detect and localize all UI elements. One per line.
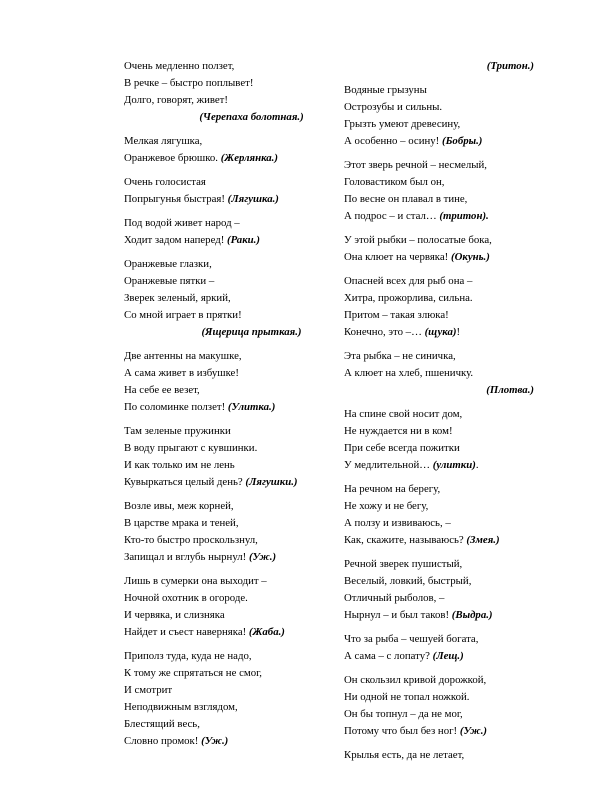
riddle-block	[344, 406, 544, 474]
riddle-line: Оранжевые глазки,	[124, 258, 212, 270]
riddle-block	[344, 348, 544, 399]
riddle-line: Не хожу и не бегу,	[344, 500, 429, 512]
riddle-answer: (Раки.)	[227, 234, 260, 246]
riddle-line: Там зеленые пружинки	[124, 425, 231, 437]
riddle-line-with-answer	[344, 723, 544, 740]
riddle-line-with-answer	[124, 733, 339, 750]
riddle-block	[124, 256, 339, 341]
riddle-answer: (Лягушки.)	[245, 476, 298, 488]
riddle-line-text: А особенно – осину!	[344, 135, 442, 147]
riddle-line-text: Как, скажите, называюсь?	[344, 534, 467, 546]
riddles-column-right	[344, 58, 544, 771]
riddle-line: Веселый, ловкий, быстрый,	[344, 575, 472, 587]
riddle-line: А клюет на хлеб, пшеничку.	[344, 367, 474, 379]
riddle-answer: (Жерлянка.)	[220, 152, 278, 164]
riddle-block	[344, 481, 544, 549]
riddle-answer: (Ящерица прыткая.)	[201, 326, 302, 338]
riddle-line-with-answer	[344, 324, 544, 341]
riddle-line-with-answer	[124, 232, 339, 249]
riddle-answer: (Жаба.)	[248, 626, 285, 638]
riddle-line: Что за рыба – чешуей богата,	[344, 633, 479, 645]
riddle-answer: (Тритон.)	[486, 60, 534, 72]
riddle-block	[344, 82, 544, 150]
riddle-block	[124, 498, 339, 566]
riddle-line: У этой рыбки – полосатые бока,	[344, 234, 492, 246]
riddle-line-text: Кувыркаться целый день?	[124, 476, 246, 488]
riddle-line: Притом – такая злюка!	[344, 309, 449, 321]
riddle-line: Отличный рыболов, –	[344, 592, 445, 604]
riddle-line: Водяные грызуны	[344, 84, 427, 96]
riddle-block	[344, 631, 544, 665]
riddle-answer-tail: .	[475, 459, 479, 471]
riddle-line: Очень медленно ползет,	[124, 60, 235, 72]
riddle-line: В царстве мрака и теней,	[124, 517, 239, 529]
riddle-answer: (Лещ.)	[432, 650, 464, 662]
riddle-answer: (Выдра.)	[451, 609, 493, 621]
riddle-line: На речном на берегу,	[344, 483, 441, 495]
riddle-line: Он скользил кривой дорожкой,	[344, 674, 487, 686]
riddles-column-left	[124, 58, 339, 757]
riddle-block	[124, 215, 339, 249]
riddle-answer: (Змея.)	[466, 534, 500, 546]
riddle-line-text: По соломинке ползет!	[124, 401, 228, 413]
riddle-line: В воду прыгают с кувшинки.	[124, 442, 258, 454]
riddle-line: А сама живет в избушке!	[124, 367, 239, 379]
riddle-line: Под водой живет народ –	[124, 217, 240, 229]
riddle-line: Приполз туда, куда не надо,	[124, 650, 252, 662]
riddle-line-text: Ходит задом наперед!	[124, 234, 228, 246]
riddle-line: Хитра, прожорлива, сильна.	[344, 292, 473, 304]
riddle-line: Со мной играет в прятки!	[124, 309, 242, 321]
riddle-line-text: Попрыгунья быстрая!	[124, 193, 228, 205]
riddle-line: Крылья есть, да не летает,	[344, 749, 465, 761]
riddle-line-with-answer	[344, 648, 544, 665]
riddle-line: Возле ивы, меж корней,	[124, 500, 234, 512]
riddle-block	[124, 133, 339, 167]
riddle-line: Очень голосистая	[124, 176, 206, 188]
riddle-block	[124, 58, 339, 126]
riddle-line-with-answer	[344, 457, 544, 474]
riddle-line-text: Она клюет на червяка!	[344, 251, 451, 263]
riddle-answer: (тритон).	[439, 210, 489, 222]
riddle-line: Зверек зеленый, яркий,	[124, 292, 231, 304]
riddle-line-with-answer	[124, 624, 339, 641]
riddle-line-with-answer	[124, 474, 339, 491]
riddle-line: Грызть умеют древесину,	[344, 118, 461, 130]
riddle-line-text: А подрос – и стал…	[344, 210, 440, 222]
riddle-line-with-answer	[344, 208, 544, 225]
riddle-line-text: Оранжевое брюшко.	[124, 152, 221, 164]
riddle-line: Кто-то быстро проскользнул,	[124, 534, 258, 546]
riddle-line-text: Найдет и съест наверняка!	[124, 626, 249, 638]
riddle-line-with-answer	[124, 549, 339, 566]
riddle-line-text: А сама – с лопату?	[344, 650, 433, 662]
riddle-line-with-answer	[124, 399, 339, 416]
riddle-answer: (Окунь.)	[450, 251, 490, 263]
riddle-line: Острозубы и сильны.	[344, 101, 443, 113]
riddle-block	[124, 174, 339, 208]
riddle-line: Мелкая лягушка,	[124, 135, 203, 147]
riddle-line-text: Запищал и вглубь нырнул!	[124, 551, 249, 563]
riddle-line: Две антенны на макушке,	[124, 350, 242, 362]
riddle-line: Он бы топнул – да не мог,	[344, 708, 463, 720]
riddle-block	[344, 157, 544, 225]
riddle-line: На спине свой носит дом,	[344, 408, 463, 420]
riddle-line-with-answer	[344, 532, 544, 549]
riddle-block	[344, 747, 544, 764]
riddle-line: На себе ее везет,	[124, 384, 200, 396]
riddle-line: А ползу и извиваюсь, –	[344, 517, 451, 529]
riddle-line: Не нуждается ни в ком!	[344, 425, 453, 437]
riddle-line: Опасней всех для рыб она –	[344, 275, 473, 287]
riddle-line: Долго, говорят, живет!	[124, 94, 228, 106]
riddle-line: По весне он плавал в тине,	[344, 193, 468, 205]
riddle-block	[124, 423, 339, 491]
riddle-line-text: У медлительной…	[344, 459, 433, 471]
riddle-answer: (Плотва.)	[486, 384, 534, 396]
riddle-block	[344, 273, 544, 341]
riddle-block	[344, 672, 544, 740]
riddle-block	[344, 58, 544, 75]
riddle-line-with-answer	[124, 150, 339, 167]
riddle-line: Речной зверек пушистый,	[344, 558, 463, 570]
riddle-line: Эта рыбка – не синичка,	[344, 350, 456, 362]
riddle-line-with-answer	[344, 133, 544, 150]
riddle-line: В речке – быстро поплывет!	[124, 77, 254, 89]
riddle-line: Оранжевые пятки –	[124, 275, 215, 287]
riddle-line: И червяка, и слизняка	[124, 609, 225, 621]
riddle-answer: (Уж.)	[201, 735, 229, 747]
riddle-line: Блестящий весь,	[124, 718, 200, 730]
riddle-block	[344, 556, 544, 624]
riddle-line-text: Конечно, это –…	[344, 326, 425, 338]
riddle-answer: (Уж.)	[459, 725, 487, 737]
riddle-line: Головастиком был он,	[344, 176, 445, 188]
riddle-line-with-answer	[344, 249, 544, 266]
riddle-block	[124, 348, 339, 416]
riddle-answer: (Лягушка.)	[227, 193, 279, 205]
riddle-line: Этот зверь речной – несмелый,	[344, 159, 487, 171]
riddle-block	[124, 648, 339, 750]
riddle-line-text: Нырнул – и был таков!	[344, 609, 452, 621]
riddle-answer: (Бобры.)	[441, 135, 483, 147]
riddle-answer: (щука)	[424, 326, 457, 338]
riddle-answer: (улитки)	[432, 459, 476, 471]
riddle-line: Ни одной не топал ножкой.	[344, 691, 470, 703]
riddle-answer: (Уж.)	[248, 551, 277, 563]
riddle-line: Лишь в сумерки она выходит –	[124, 575, 267, 587]
riddle-answer: (Черепаха болотная.)	[199, 111, 304, 123]
riddle-answer-tail: !	[456, 326, 461, 338]
riddle-line-with-answer	[344, 607, 544, 624]
riddle-block	[344, 232, 544, 266]
riddle-line: При себе всегда пожитки	[344, 442, 460, 454]
riddle-line-with-answer	[124, 191, 339, 208]
riddle-line-text: Потому что был без ног!	[344, 725, 460, 737]
riddle-line: Ночной охотник в огороде.	[124, 592, 248, 604]
riddle-line-text: Словно промок!	[124, 735, 202, 747]
riddle-line: И смотрит	[124, 684, 173, 696]
riddle-line: И как только им не лень	[124, 459, 235, 471]
riddle-answer: (Улитка.)	[227, 401, 276, 413]
riddle-line: К тому же спрятаться не смог,	[124, 667, 263, 679]
riddle-line: Неподвижным взглядом,	[124, 701, 238, 713]
riddle-block	[124, 573, 339, 641]
